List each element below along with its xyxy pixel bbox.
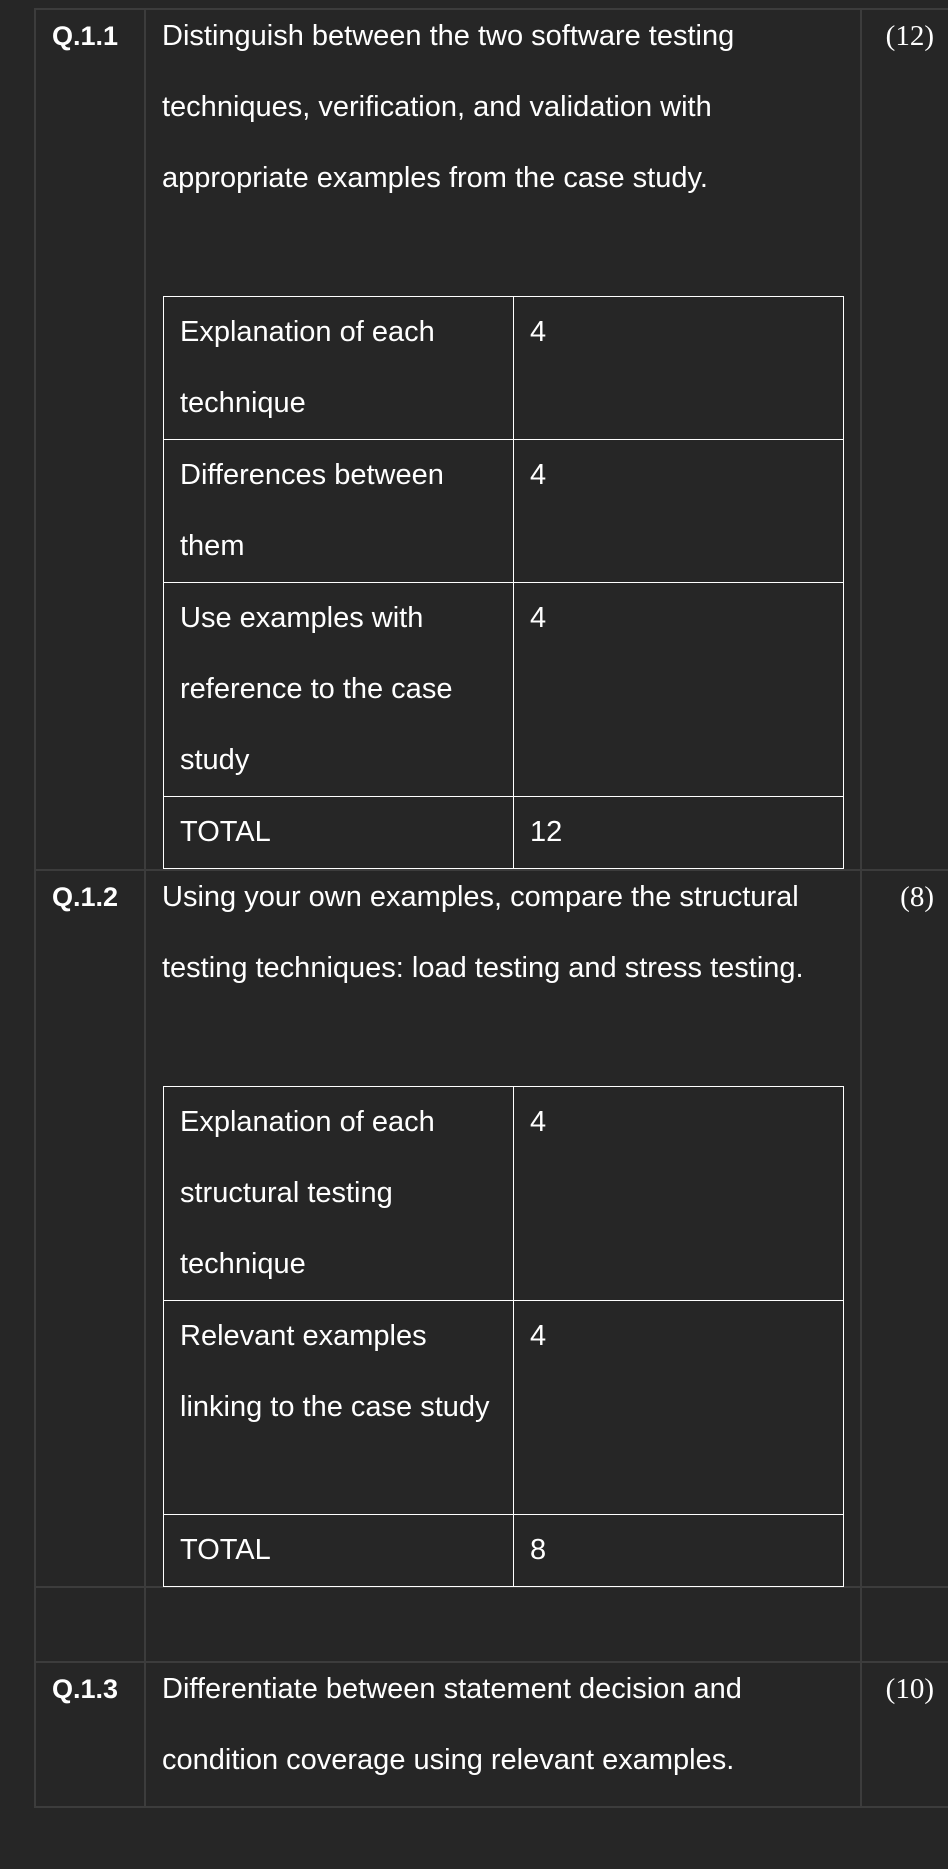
question-number: Q.1.1 — [52, 21, 119, 51]
question-marks: (12) — [885, 20, 934, 52]
rubric-criterion: Relevant examples linking to the case study — [164, 1301, 514, 1515]
question-marks: (8) — [900, 881, 934, 913]
rubric-total-row — [164, 797, 844, 869]
rubric-row — [164, 297, 844, 440]
rubric-total-points: 12 — [514, 797, 844, 869]
rubric-total-label: TOTAL — [164, 1515, 514, 1587]
table-bottom-border — [34, 1806, 948, 1808]
question-text: Differentiate between statement decision and condition coverage using relevant examples. — [162, 1673, 742, 1776]
rubric-row — [164, 1087, 844, 1301]
rubric-points: 4 — [514, 297, 844, 440]
rubric-total-row — [164, 1515, 844, 1587]
rubric-criterion: Explanation of each technique — [164, 297, 514, 440]
rubric-criterion: Use examples with reference to the case study — [164, 583, 514, 797]
marking-rubric-table — [163, 296, 844, 869]
question-number: Q.1.3 — [52, 1674, 119, 1704]
question-number: Q.1.2 — [52, 882, 119, 912]
rubric-row — [164, 583, 844, 797]
marking-rubric-table — [163, 1086, 844, 1587]
rubric-points: 4 — [514, 440, 844, 583]
rubric-points: 4 — [514, 583, 844, 797]
rubric-row — [164, 440, 844, 583]
rubric-total-points: 8 — [514, 1515, 844, 1587]
question-text: Using your own examples, compare the structural testing techniques: load testing and stress testing. — [162, 881, 804, 984]
rubric-criterion: Explanation of each structural testing technique — [164, 1087, 514, 1301]
column-divider-1 — [144, 8, 146, 1808]
rubric-criterion: Differences between them — [164, 440, 514, 583]
question-marks: (10) — [885, 1673, 934, 1705]
rubric-row — [164, 1301, 844, 1515]
rubric-points: 4 — [514, 1301, 844, 1515]
table-left-border — [34, 8, 36, 1808]
rubric-points: 4 — [514, 1087, 844, 1301]
question-text: Distinguish between the two software testing techniques, verification, and validation with appropriate examples from the case study. — [162, 20, 735, 194]
rubric-total-label: TOTAL — [164, 797, 514, 869]
